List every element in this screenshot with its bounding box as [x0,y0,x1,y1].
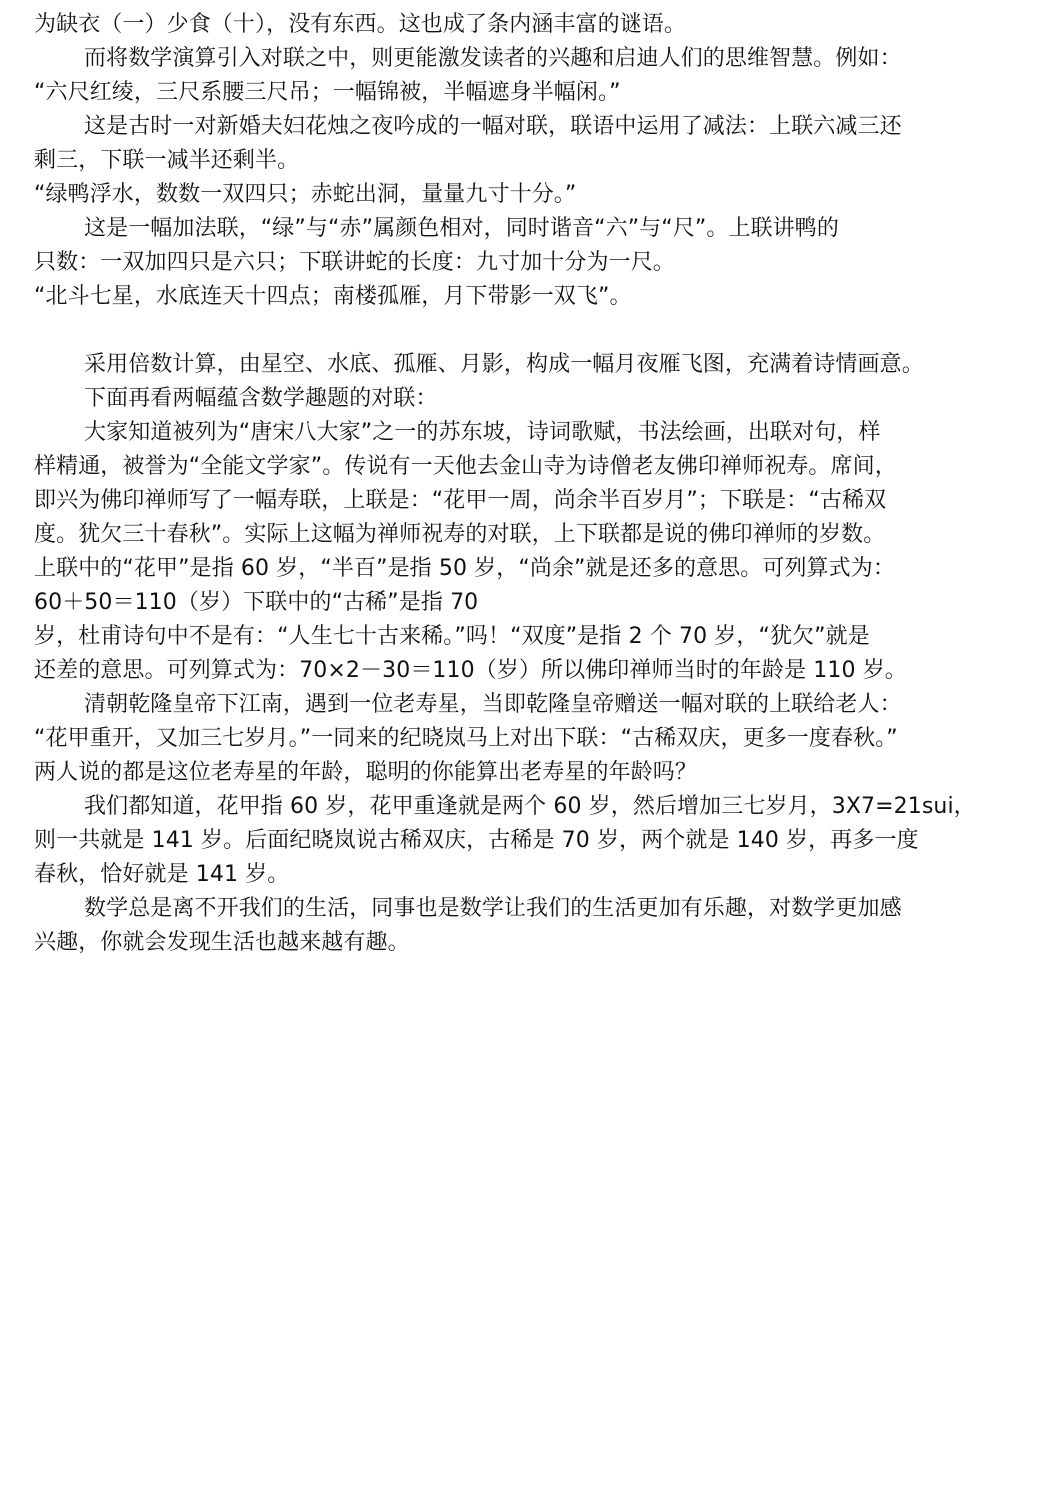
text-line: 这是古时一对新婚夫妇花烛之夜吟成的一幅对联，联语中运用了减法：上联六减三还 [84,114,902,139]
text-line: 兴趣，你就会发现生活也越来越有趣。 [34,930,410,955]
text-line: 样精通，被誉为“全能文学家”。传说有一天他去金山寺为诗僧老友佛印禅师祝寿。席间， [34,454,897,479]
text-line: 只数：一双加四只是六只；下联讲蛇的长度：九寸加十分为一尺。 [34,250,675,275]
text-line: “绿鸭浮水，数数一双四只；赤蛇出洞，量量九寸十分。” [34,182,577,207]
text-line: 我们都知道，花甲指 60 岁，花甲重逢就是两个 60 岁，然后增加三七岁月，3X7=21sui， [84,794,976,819]
text-line: 大家知道被列为“唐宋八大家”之一的苏东坡，诗词歌赋，书法绘画，出联对句，样 [84,420,881,445]
text-line: 这是一幅加法联，“绿”与“赤”属颜色相对，同时谐音“六”与“尺”。上联讲鸭的 [84,216,839,241]
text-line: 而将数学演算引入对联之中，则更能激发读者的兴趣和启迪人们的思维智慧。例如： [84,46,902,71]
text-line: 采用倍数计算，由星空、水底、孤雁、月影，构成一幅月夜雁飞图，充满着诗情画意。 [84,352,924,377]
text-line: 春秋，恰好就是 141 岁。 [34,862,290,887]
text-line: 即兴为佛印禅师写了一幅寿联，上联是：“花甲一周，尚余半百岁月”；下联是：“古稀双 [34,488,887,513]
text-line: 岁，杜甫诗句中不是有：“人生七十古来稀。”吗！“双度”是指 2 个 70 岁，“犹欠”就是 [34,624,870,649]
text-line: 清朝乾隆皇帝下江南，遇到一位老寿星，当即乾隆皇帝赠送一幅对联的上联给老人： [84,692,902,717]
text-line: 下面再看两幅蕴含数学趣题的对联： [84,386,438,411]
text-line: “花甲重开，又加三七岁月。”一同来的纪晓岚马上对出下联：“古稀双庆，更多一度春秋。” [34,726,898,751]
text-line: 两人说的都是这位老寿星的年龄，聪明的你能算出老寿星的年龄吗？ [34,760,698,785]
text-line: 为缺衣（一）少食（十），没有东西。这也成了条内涵丰富的谜语。 [34,12,687,37]
text-line: 还差的意思。可列算式为：70×2－30＝110（岁）所以佛印禅师当时的年龄是 110 岁。 [34,658,907,683]
text-line: 上联中的“花甲”是指 60 岁，“半百”是指 50 岁，“尚余”就是还多的意思。可列算式为： [34,556,895,581]
text-line: “六尺红绫，三尺系腰三尺吊；一幅锦被，半幅遮身半幅闲。” [34,80,621,105]
text-line: 剩三，下联一减半还剩半。 [34,148,300,173]
text-line: “北斗七星，水底连天十四点；南楼孤雁，月下带影一双飞”。 [34,284,632,309]
text-line: 度。犹欠三十春秋”。实际上这幅为禅师祝寿的对联，上下联都是说的佛印禅师的岁数。 [34,522,886,547]
text-line: 数学总是离不开我们的生活，同事也是数学让我们的生活更加有乐趣，对数学更加感 [84,896,902,921]
paragraph-gap [34,314,1009,348]
body-text [34,8,1009,960]
text-line: 60＋50＝110（岁）下联中的“古稀”是指 70 [34,590,479,615]
text-line: 则一共就是 141 岁。后面纪晓岚说古稀双庆，古稀是 70 岁，两个就是 140 岁，再多一度 [34,828,919,853]
